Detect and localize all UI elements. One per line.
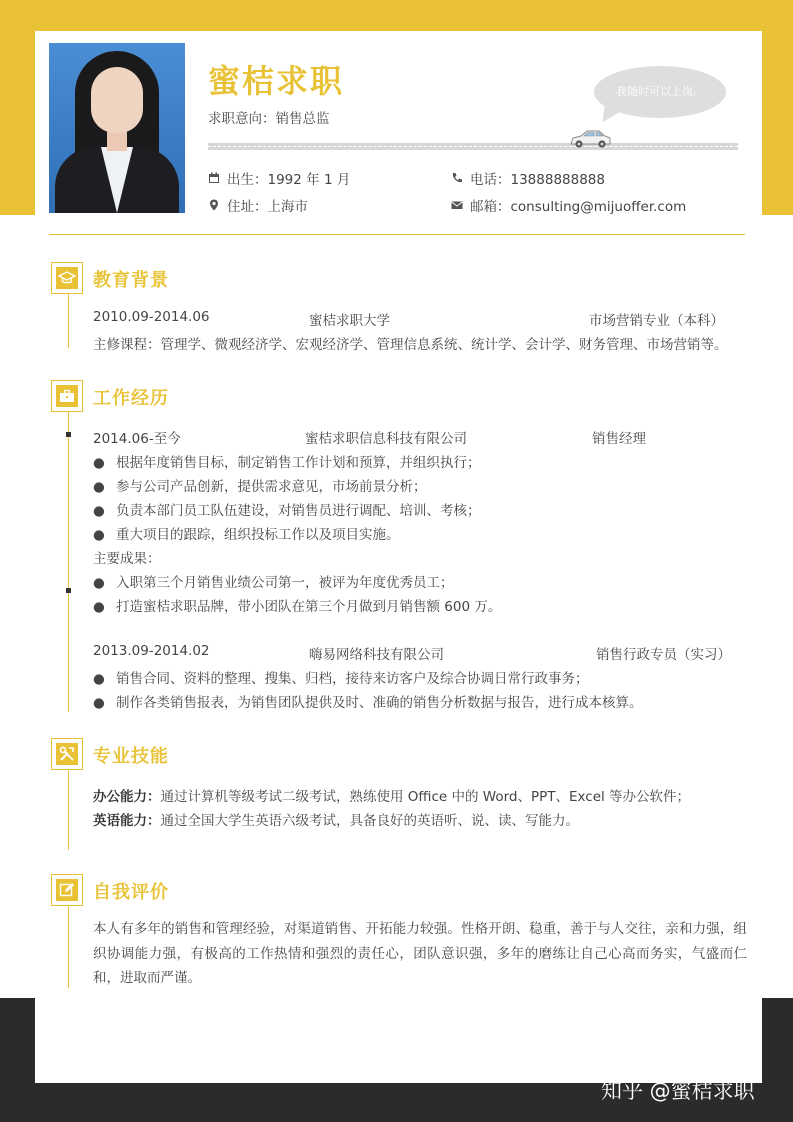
work-section-icon (51, 380, 83, 412)
job-intention: 求职意向：销售总监 (208, 111, 330, 127)
self-title: 自我评价 (93, 882, 169, 903)
education-title: 教育背景 (93, 270, 169, 291)
list-item: ● 销售合同、资料的整理、搜集、归档，接待来访客户及综合协调日常行政事务； (93, 671, 589, 687)
skills-title: 专业技能 (93, 746, 169, 767)
education-timeline (68, 294, 69, 348)
email-text: 邮箱：consulting@mijuoffer.com (470, 199, 687, 215)
list-item: ● 参与公司产品创新，提供需求意见，市场前景分析； (93, 479, 427, 495)
phone-text: 电话：13888888888 (470, 172, 605, 188)
edit-icon (59, 882, 75, 898)
mail-icon (451, 199, 463, 211)
location-icon (208, 199, 220, 211)
info-phone (451, 168, 605, 188)
timeline-marker (66, 588, 71, 593)
skill-english: 英语能力：通过全国大学生英语六级考试，具备良好的英语听、说、读、写能力。 (93, 813, 579, 829)
job1-period: 2014.06-至今 (93, 431, 181, 447)
education-courses: 主修课程：管理学、微观经济学、宏观经济学、管理信息系统、统计学、会计学、财务管理、市场营销等。 (93, 337, 728, 353)
list-item: ● 制作各类销售报表，为销售团队提供及时、准确的销售分析数据与报告，进行成本核算。 (93, 695, 643, 711)
candidate-name: 蜜桔求职 (208, 62, 345, 100)
list-item: ● 打造蜜桔求职品牌，带小团队在第三个月做到月销售额 600 万。 (93, 599, 502, 615)
road-divider (208, 143, 738, 150)
info-address (208, 195, 308, 215)
car-icon (567, 126, 613, 150)
skills-section-icon (51, 738, 83, 770)
profile-photo (49, 43, 185, 213)
job1-role: 销售经理 (592, 431, 646, 447)
address-text: 住址：上海市 (227, 199, 308, 215)
education-major: 市场营销专业（本科） (589, 313, 724, 329)
skill-office: 办公能力：通过计算机等级考试二级考试，熟练使用 Office 中的 Word、PPT、Excel 等办公软件； (93, 789, 691, 805)
briefcase-icon (59, 389, 75, 403)
list-item: ● 根据年度销售目标，制定销售工作计划和预算，并组织执行； (93, 455, 481, 471)
job2-company: 嗨易网络科技有限公司 (309, 647, 444, 663)
list-item: ● 负责本部门员工队伍建设，对销售员进行调配、培训、考核； (93, 503, 481, 519)
job2-role: 销售行政专员（实习） (596, 647, 731, 663)
achievements-label: 主要成果： (93, 551, 161, 567)
timeline-marker (66, 432, 71, 437)
birth-text: 出生：1992 年 1 月 (227, 172, 351, 188)
education-school: 蜜桔求职大学 (309, 313, 390, 329)
header-divider (49, 234, 745, 235)
calendar-icon (208, 172, 220, 184)
self-timeline (68, 906, 69, 988)
education-period: 2010.09-2014.06 (93, 309, 210, 325)
tools-icon (59, 746, 75, 762)
self-evaluation-text: 本人有多年的销售和管理经验，对渠道销售、开拓能力较强。性格开朗、稳重，善于与人交往，亲和力强，组织协调能力强，有极高的工作热情和强烈的责任心，团队意识强，多年的磨练让自己心高而务实，气盛而仁和，进取而严谨。 (93, 921, 747, 986)
self-section-icon (51, 874, 83, 906)
job2-period: 2013.09-2014.02 (93, 643, 210, 659)
phone-icon (451, 172, 463, 184)
education-section-icon (51, 262, 83, 294)
job1-company: 蜜桔求职信息科技有限公司 (305, 431, 467, 447)
work-timeline (68, 411, 69, 712)
skills-timeline (68, 770, 69, 850)
list-item: ● 入职第三个月销售业绩公司第一，被评为年度优秀员工； (93, 575, 454, 591)
speech-bubble: 我随时可以上岗。 (594, 66, 726, 118)
list-item: ● 重大项目的跟踪，组织投标工作以及项目实施。 (93, 527, 400, 543)
work-title: 工作经历 (93, 388, 169, 409)
info-birth (208, 168, 350, 188)
watermark: 知乎 @蜜桔求职 (601, 1079, 755, 1103)
info-email (451, 195, 686, 215)
graduation-cap-icon (58, 271, 76, 285)
